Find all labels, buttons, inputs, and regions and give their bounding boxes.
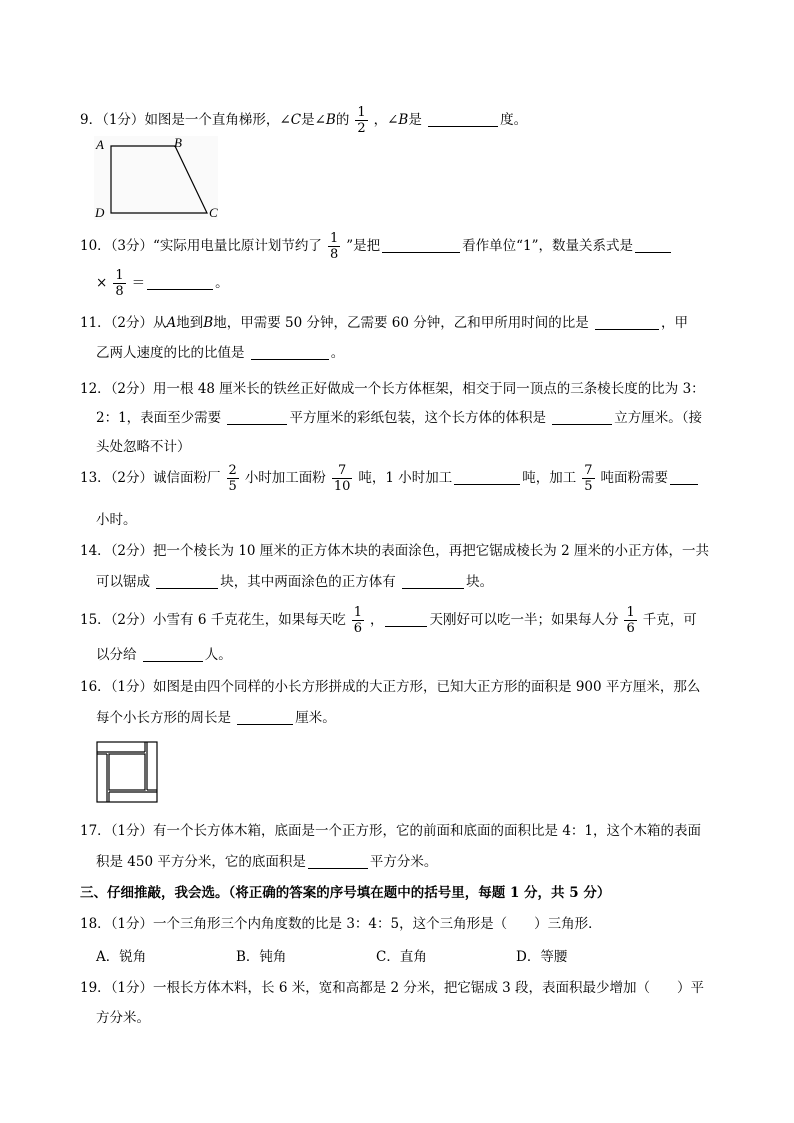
q16-text-1: 如图是由四个同样的小长方形拼成的大正方形，已知大正方形的面积是 900 平方厘米，那么	[153, 679, 701, 695]
trapezoid-label-c: C	[209, 205, 218, 220]
q15-text-2a: 以分给	[96, 647, 137, 663]
q15-line2	[96, 643, 232, 663]
q19-score: （1分）	[110, 980, 154, 996]
q13-line2	[96, 508, 137, 528]
q9-comma: ，	[373, 112, 388, 128]
q15-fraction-1: $\frac{1}{6}$	[353, 605, 362, 636]
q14-line2	[96, 570, 493, 590]
q15-text-b: ，	[369, 612, 384, 628]
q9-number: 9．	[80, 112, 103, 128]
q17-text-2a: 积是 450 平方分米，它的底面积是	[96, 854, 306, 870]
option-a[interactable]: A．锐角	[96, 949, 147, 965]
q10-line1	[80, 231, 673, 262]
q9-is: 是	[301, 112, 315, 128]
q9-of: 的	[335, 112, 350, 128]
q12-text-2a: 2：1，表面至少需要	[96, 410, 222, 426]
q15-text-d: 千克，可	[642, 612, 697, 628]
q17-score: （1分）	[110, 823, 154, 839]
q12-text-3: 头处忽略不计）	[96, 439, 191, 455]
answer-blank[interactable]	[428, 112, 498, 127]
q13-text-b: 小时加工面粉	[244, 470, 326, 486]
option-d[interactable]: D．等腰	[516, 949, 568, 965]
q9-angle-b2: B	[398, 112, 409, 128]
answer-blank[interactable]	[308, 854, 368, 869]
q16-number: 16．	[80, 679, 111, 695]
trapezoid-label-b: B	[174, 135, 182, 150]
q13-fraction-1: $\frac{2}{5}$	[228, 463, 237, 494]
q13-text-e: 吨面粉需要	[600, 470, 669, 486]
q16-line1	[80, 675, 700, 695]
q12-text-1: 用一根 48 厘米长的铁丝正好做成一个长方体框架，相交于同一顶点的三条棱长度的比为 3：	[153, 381, 705, 397]
q13-text-c: 吨，1 小时加工	[358, 470, 453, 486]
q13-line1	[80, 463, 700, 494]
answer-blank[interactable]	[454, 470, 520, 485]
answer-blank[interactable]	[227, 410, 287, 425]
q10-line2	[96, 268, 229, 299]
q14-number: 14．	[80, 543, 111, 559]
q14-text-2b: 块，其中两面涂色的正方体有	[220, 574, 396, 590]
option-b[interactable]: B．钝角	[236, 949, 287, 965]
square-figure	[96, 741, 158, 803]
q16-score: （1分）	[110, 679, 154, 695]
q11-score: （2分）	[110, 315, 154, 331]
q10-number: 10．	[80, 238, 111, 254]
answer-blank[interactable]	[382, 238, 460, 253]
q11-text-a: 从	[153, 315, 167, 331]
q17-text-2b: 平方分米。	[369, 854, 438, 870]
q16-text-2b: 厘米。	[295, 710, 336, 726]
q13-fraction-2: $\frac{7}{10}$	[333, 463, 351, 494]
q19-number: 19．	[80, 980, 111, 996]
q13-number: 13．	[80, 470, 111, 486]
q12-text-2c: 立方厘米。（接	[614, 410, 703, 426]
angle-symbol: ∠	[387, 112, 399, 128]
q11-line2-b: 。	[330, 345, 345, 361]
q14-text-2a: 可以锯成	[96, 574, 150, 590]
q15-text-a: 小雪有 6 千克花生，如果每天吃	[153, 612, 346, 628]
q11-line2	[96, 341, 344, 361]
q13-fraction-3: $\frac{7}{5}$	[584, 463, 593, 494]
q19-text-1: 一根长方体木料，长 6 米，宽和高都是 2 分米，把它锯成 3 段，表面积最少增加（ ）平	[153, 980, 705, 996]
q10-fraction-2: $\frac{1}{8}$	[115, 268, 124, 299]
angle-symbol: ∠	[279, 112, 291, 128]
q17-line2	[96, 850, 437, 870]
q12-number: 12．	[80, 381, 111, 397]
q11-line2-a: 乙两人速度的比的比值是	[96, 345, 245, 361]
q9-score: （1分）	[102, 112, 145, 128]
q12-text-2b: 平方厘米的彩纸包装，这个长方体的体积是	[289, 410, 546, 426]
angle-symbol: ∠	[314, 112, 326, 128]
q13-text-a: 诚信面粉厂	[153, 470, 221, 486]
q15-score: （2分）	[110, 612, 154, 628]
q10-score: （3分）	[110, 238, 154, 254]
q9-fraction: $\frac{1}{2}$	[357, 105, 366, 136]
q12-score: （2分）	[110, 381, 154, 397]
answer-blank[interactable]	[670, 470, 698, 485]
q11-point-b: B	[203, 315, 214, 331]
q15-number: 15．	[80, 612, 111, 628]
answer-blank[interactable]	[237, 710, 293, 725]
q17-number: 17．	[80, 823, 111, 839]
q18-score: （1分）	[110, 916, 154, 932]
answer-blank[interactable]	[385, 612, 427, 627]
trapezoid-label-d: D	[95, 205, 105, 220]
q18-number: 18．	[80, 916, 111, 932]
trapezoid-label-a: A	[96, 137, 104, 152]
q14-score: （2分）	[110, 543, 154, 559]
q13-score: （2分）	[110, 470, 154, 486]
q15-text-2b: 人。	[204, 647, 232, 663]
q16-line2	[96, 706, 336, 726]
times-symbol: ×	[96, 275, 108, 291]
q12-line2	[96, 406, 702, 426]
q9-text-a: 如图是一个直角梯形，	[144, 112, 280, 128]
q14-line1	[80, 539, 709, 559]
q18-text: 一个三角形三个内角度数的比是 3：4：5，这个三角形是（ ）三角形．	[153, 916, 602, 932]
q13-text-d: 吨，加工	[522, 470, 577, 486]
q15-text-c: 天刚好可以吃一半；如果每人分	[429, 612, 619, 628]
q17-text-1: 有一个长方体木箱，底面是一个正方形，它的前面和底面的面积比是 4：1，这个木箱的表面	[153, 823, 701, 839]
q14-text-1: 把一个棱长为 10 厘米的正方体木块的表面涂色，再把它锯成棱长为 2 厘米的小正方体，一共	[153, 543, 709, 559]
equals-symbol: ＝	[131, 275, 146, 291]
q10-text-c: 看作单位“1”，数量关系式是	[462, 238, 634, 254]
q9-line1	[80, 105, 527, 136]
trapezoid-figure	[92, 134, 222, 222]
answer-blank[interactable]	[402, 574, 464, 589]
q11-text-d: ，甲	[661, 315, 689, 331]
q18-line1	[80, 912, 602, 932]
q12-line3	[96, 435, 191, 455]
q19-text-2: 方分米。	[96, 1010, 150, 1026]
section-3-heading: 三、仔细推敲，我会选。（将正确的答案的序号填在题中的括号里，每题 1 分，共 5 分）	[80, 885, 611, 901]
q18-options	[96, 945, 656, 965]
q9-text-c: 度。	[500, 112, 528, 128]
q10-fraction: $\frac{1}{8}$	[329, 231, 339, 262]
answer-blank[interactable]	[635, 238, 671, 253]
q15-line1	[80, 605, 697, 636]
answer-blank[interactable]	[251, 345, 329, 360]
answer-blank[interactable]	[595, 315, 659, 330]
q10-text-a: “实际用电量比原计划节约了	[153, 238, 322, 254]
answer-blank[interactable]	[147, 275, 213, 290]
q11-point-a: A	[166, 315, 177, 331]
answer-blank[interactable]	[143, 647, 203, 662]
answer-blank[interactable]	[552, 410, 612, 425]
q15-fraction-2: $\frac{1}{6}$	[626, 605, 635, 636]
q19-line2	[96, 1006, 150, 1026]
option-c[interactable]: C．直角	[376, 949, 427, 965]
answer-blank[interactable]	[156, 574, 218, 589]
q9-text-b: 是	[408, 112, 422, 128]
q12-line1	[80, 377, 705, 397]
q11-text-c: 地，甲需要 50 分钟，乙需要 60 分钟，乙和甲所用时间的比是	[213, 315, 589, 331]
q9-angle-c: C	[290, 112, 302, 128]
q19-line1	[80, 976, 704, 996]
q14-text-2c: 块。	[466, 574, 494, 590]
q10-end: 。	[215, 275, 229, 291]
q16-text-2a: 每个小长方形的周长是	[96, 710, 231, 726]
q13-text-2: 小时。	[96, 512, 137, 528]
q17-line1	[80, 819, 701, 839]
q11-text-b: 地到	[176, 315, 204, 331]
q10-text-b: ”是把	[346, 238, 381, 254]
q11-number: 11．	[80, 315, 111, 331]
q11-line1	[80, 311, 688, 331]
q9-angle-b: B	[325, 112, 336, 128]
